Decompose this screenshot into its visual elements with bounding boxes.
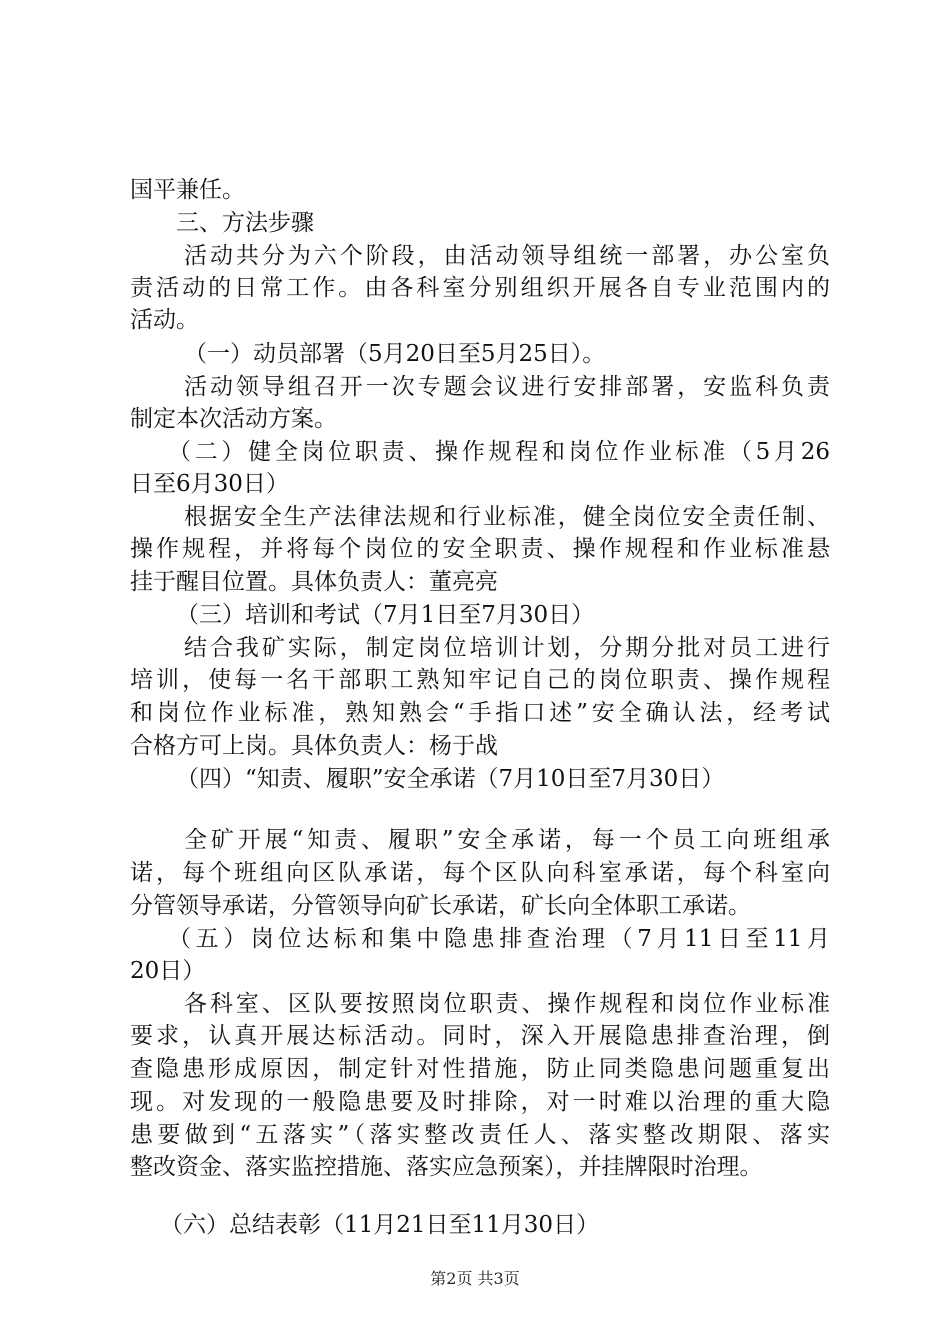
page-footer: 第2页 共3页 [430,1269,520,1288]
subsection-heading: （二）健全岗位职责、操作规程和岗位作业标准（5月26 [168,439,830,465]
text-line: 责活动的日常工作。由各科室分别组织开展各自专业范围内的 [130,275,830,301]
subsection-heading: （六）总结表彰（11月21日至11月30日） [160,1212,600,1238]
text-line: 活动。 [130,307,199,333]
subsection-heading: （四）“知责、履职”安全承诺（7月10日至7月30日） [176,766,725,792]
text-line: 活动共分为六个阶段，由活动领导组统一部署，办公室负 [184,243,830,269]
section-heading: 三、方法步骤 [176,210,314,236]
text-line: 活动领导组召开一次专题会议进行安排部署，安监科负责 [184,374,830,400]
text-line: 全矿开展“知责、履职”安全承诺，每一个员工向班组承 [184,827,830,853]
subsection-heading: （五）岗位达标和集中隐患排查治理（7月11日至11月 [168,926,830,952]
text-line: 合格方可上岗。具体负责人：杨于战 [130,733,498,759]
text-line: 国平兼任。 [130,177,245,203]
text-line: 挂于醒目位置。具体负责人：董亮亮 [130,569,498,595]
text-line: 现。对发现的一般隐患要及时排除，对一时难以治理的重大隐 [130,1089,830,1115]
text-line: 患要做到“五落实”（落实整改责任人、落实整改期限、落实 [130,1122,830,1148]
text-line: 培训，使每一名干部职工熟知牢记自己的岗位职责、操作规程 [130,667,830,693]
text-line: 要求，认真开展达标活动。同时，深入开展隐患排查治理，倒 [130,1023,830,1049]
text-line: 分管领导承诺，分管领导向矿长承诺，矿长向全体职工承诺。 [130,893,751,919]
subsection-heading: （一）动员部署（5月20日至5月25日）。 [184,341,606,367]
text-line: 整改资金、落实监控措施、落实应急预案），并挂牌限时治理。 [130,1154,763,1180]
text-line: 和岗位作业标准，熟知熟会“手指口述”安全确认法，经考试 [130,700,830,726]
text-line: 日至6月30日） [130,471,289,497]
text-line: 诺，每个班组向区队承诺，每个区队向科室承诺，每个科室向 [130,860,830,886]
text-line: 根据安全生产法律法规和行业标准，健全岗位安全责任制、 [184,504,830,530]
text-line: 各科室、区队要按照岗位职责、操作规程和岗位作业标准 [184,991,830,1017]
text-line: 制定本次活动方案。 [130,406,337,432]
text-line: 20日） [130,958,206,984]
subsection-heading: （三）培训和考试（7月1日至7月30日） [176,602,595,628]
text-line: 操作规程，并将每个岗位的安全职责、操作规程和作业标准悬 [130,536,830,562]
text-line: 结合我矿实际，制定岗位培训计划，分期分批对员工进行 [184,635,830,661]
text-line: 查隐患形成原因，制定针对性措施，防止同类隐患问题重复出 [130,1056,830,1082]
